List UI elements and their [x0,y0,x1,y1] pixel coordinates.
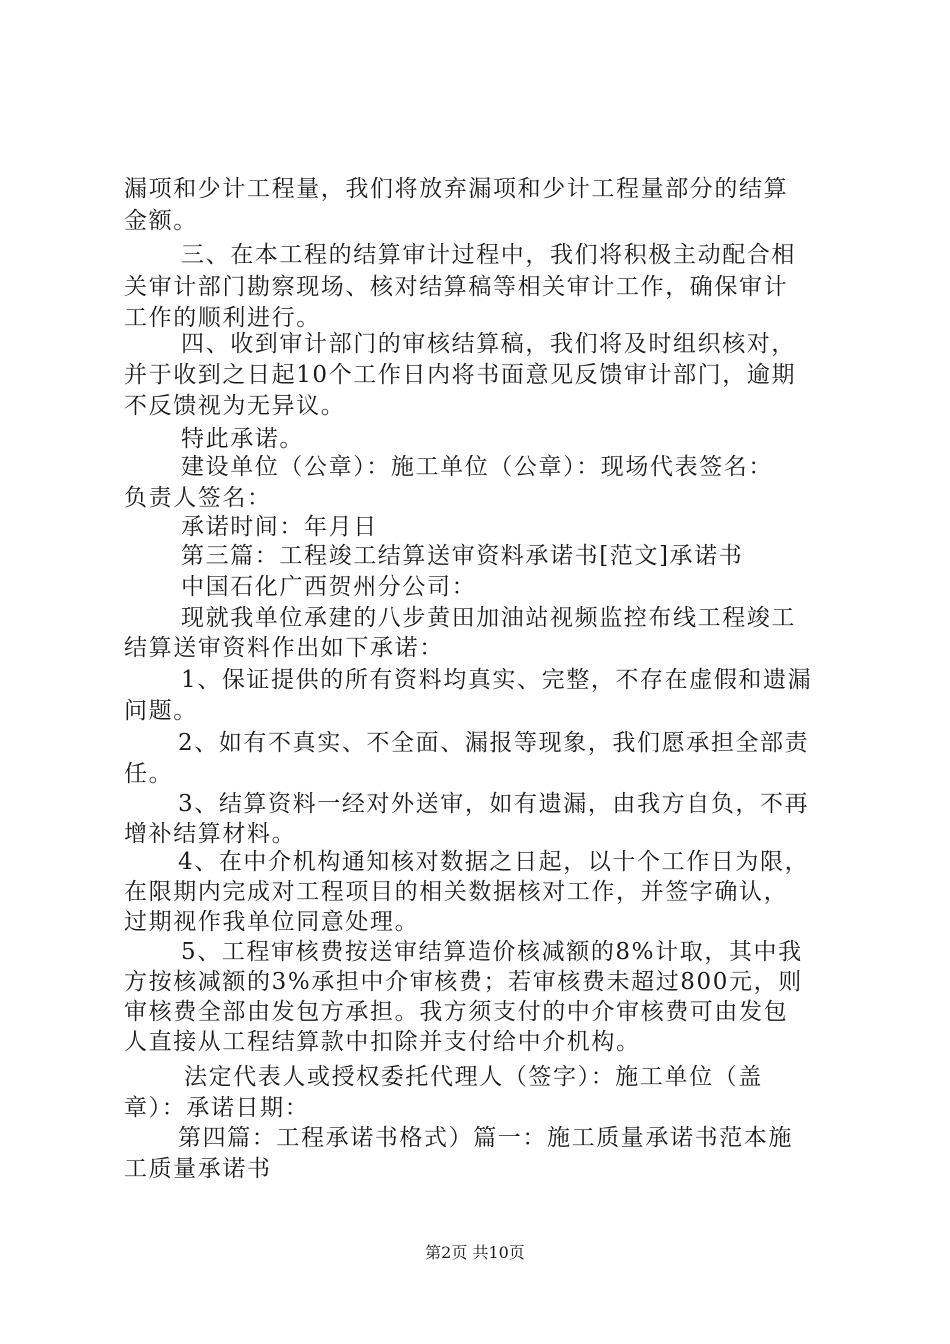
text-line: 法定代表人或授权委托代理人（签字）：施工单位（盖 [184,1064,763,1090]
text-line: 1、保证提供的所有资料均真实、完整，不存在虚假和遗漏 [181,667,813,693]
text-line: 第四篇：工程承诺书格式）篇一：施工质量承诺书范本施 [178,1125,793,1151]
text-line: 工质量承诺书 [124,1156,272,1182]
text-line: 章）：承诺日期： [124,1095,310,1121]
text-line: 方按核减额的3%承担中介审核费；若审核费未超过800元，则 [124,969,803,995]
text-line: 中国石化广西贺州分公司： [181,574,477,600]
text-line: 关审计部门勘察现场、核对结算稿等相关审计工作，确保审计 [124,274,789,300]
text-line: 建设单位（公章）：施工单位（公章）：现场代表签名： [181,454,773,480]
text-line: 人直接从工程结算款中扣除并支付给中介机构。 [124,1029,641,1055]
text-line: 任。 [124,761,174,787]
text-line: 结算送审资料作出如下承诺： [124,635,444,661]
text-line: 2、如有不真实、不全面、漏报等现象，我们愿承担全部责 [178,730,810,756]
text-line: 特此承诺。 [181,426,304,452]
text-line: 在限期内完成对工程项目的相关数据核对工作，并签字确认， [124,879,789,905]
text-line: 并于收到之日起10个工作日内将书面意见反馈审计部门，逾期 [124,362,797,388]
text-line: 过期视作我单位同意处理。 [124,909,420,935]
text-line: 现就我单位承建的八步黄田加油站视频监控布线工程竣工 [181,605,796,631]
text-line: 问题。 [124,698,198,724]
text-line: 四、收到审计部门的审核结算稿，我们将及时组织核对， [181,331,796,357]
text-line: 增补结算材料。 [124,821,297,847]
text-line: 审核费全部由发包方承担。我方须支付的中介审核费可由发包 [124,999,789,1025]
text-line: 金额。 [124,208,198,234]
text-line: 负责人签名： [124,485,272,511]
text-line: 不反馈视为无异议。 [124,393,346,419]
text-line: 承诺时间：年月日 [181,514,378,540]
text-line: 漏项和少计工程量，我们将放弃漏项和少计工程量部分的结算 [124,176,789,202]
text-line: 4、在中介机构通知核对数据之日起，以十个工作日为限， [178,849,810,875]
text-line: 第三篇：工程竣工结算送审资料承诺书[范文]承诺书 [181,543,744,569]
text-line: 工作的顺利进行。 [124,305,321,331]
page-number: 第2页 共10页 [425,1243,525,1262]
text-line: 3、结算资料一经对外送审，如有遗漏，由我方自负，不再 [178,791,810,817]
text-line: 5、工程审核费按送审结算造价核减额的8%计取，其中我 [181,939,803,965]
text-line: 三、在本工程的结算审计过程中，我们将积极主动配合相 [181,242,796,268]
